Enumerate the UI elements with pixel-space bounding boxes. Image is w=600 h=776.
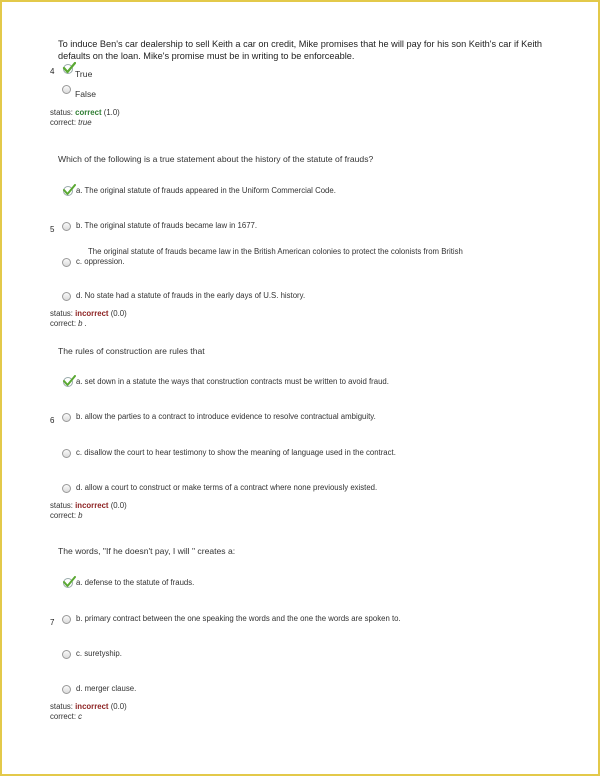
radio-icon [62,84,74,96]
question-number: 4 [50,67,55,76]
option-label: c. suretyship. [76,649,122,658]
option-b[interactable] [62,614,401,628]
correct-line: correct: true [50,118,92,127]
option-label: d. allow a court to construct or make terms of a contract where none previously existed. [76,483,378,492]
correct-line: correct: c [50,712,83,721]
radio-icon [62,291,74,303]
option-a[interactable] [62,186,336,200]
question-number: 7 [50,618,55,627]
checkmark-icon [62,578,74,590]
radio-icon [62,257,74,269]
question-stem: To induce Ben's car dealership to sell Keith a car on credit, Mike promises that he will pay for his son Keith's car if Keith defaults on the loan. Mike's promise must be in writing to be enforceable. [58,39,543,61]
correct-line: correct: b [50,511,83,520]
status-badge: incorrect [75,501,109,510]
correct-line: correct: b . [50,319,87,328]
option-b[interactable] [62,412,376,426]
option-d[interactable] [62,483,377,497]
option-c[interactable] [62,448,396,462]
question-number: 5 [50,225,55,234]
question-stem: The rules of construction are rules that [58,346,205,356]
status-badge: incorrect [75,702,109,711]
radio-icon [62,649,74,661]
correct-answer: c [78,712,83,721]
radio-icon [62,221,74,233]
checkmark-icon [62,64,74,76]
status-line: status: incorrect (0.0) [50,501,127,510]
status-line: status: correct (1.0) [50,108,120,117]
radio-icon [62,412,74,424]
option-label: b. allow the parties to a contract to introduce evidence to resolve contractual ambiguity. [76,412,376,421]
option-d[interactable] [62,291,305,305]
checkmark-icon [62,186,74,198]
option-d[interactable] [62,684,136,698]
option-label: a. The original statute of frauds appeared in the Uniform Commercial Code. [76,186,336,195]
option-label: a. defense to the statute of frauds. [76,578,195,587]
option-label: b. The original statute of frauds became law in 1677. [76,221,258,230]
option-label: c. oppression. [76,257,125,266]
option-label: b. primary contract between the one speaking the words and the one the words are spoken to. [76,614,401,623]
option-label: d. No state had a statute of frauds in the early days of U.S. history. [76,291,306,300]
radio-icon [62,448,74,460]
option-label: True [75,69,93,79]
option-label: False [75,89,97,99]
correct-answer: b [78,511,83,520]
status-badge: correct [75,108,102,117]
radio-icon [62,684,74,696]
question-number: 6 [50,416,55,425]
radio-icon [62,483,74,495]
option-c[interactable] [62,257,125,271]
status-line: status: incorrect (0.0) [50,702,127,711]
status-line: status: incorrect (0.0) [50,309,127,318]
correct-answer: true [78,118,92,127]
option-label: c. disallow the court to hear testimony to show the meaning of language used in the contract. [76,448,396,457]
radio-icon [62,614,74,626]
question-stem: The words, "If he doesn't pay, I will " creates a: [58,546,236,556]
option-label: a. set down in a statute the ways that construction contracts must be written to avoid fraud. [76,377,389,386]
correct-answer: b . [78,319,87,328]
option-label: d. merger clause. [76,684,137,693]
option-false[interactable] [62,84,96,98]
option-true[interactable] [62,64,92,78]
option-b[interactable] [62,221,257,235]
option-label-line1: The original statute of frauds became law in the British American colonies to protect the colonists from British [88,247,463,256]
checkmark-icon [62,377,74,389]
status-badge: incorrect [75,309,109,318]
question-stem: Which of the following is a true statement about the history of the statute of frauds? [58,154,374,164]
option-c[interactable] [62,649,122,663]
option-a[interactable] [62,578,194,592]
option-a[interactable] [62,377,389,391]
